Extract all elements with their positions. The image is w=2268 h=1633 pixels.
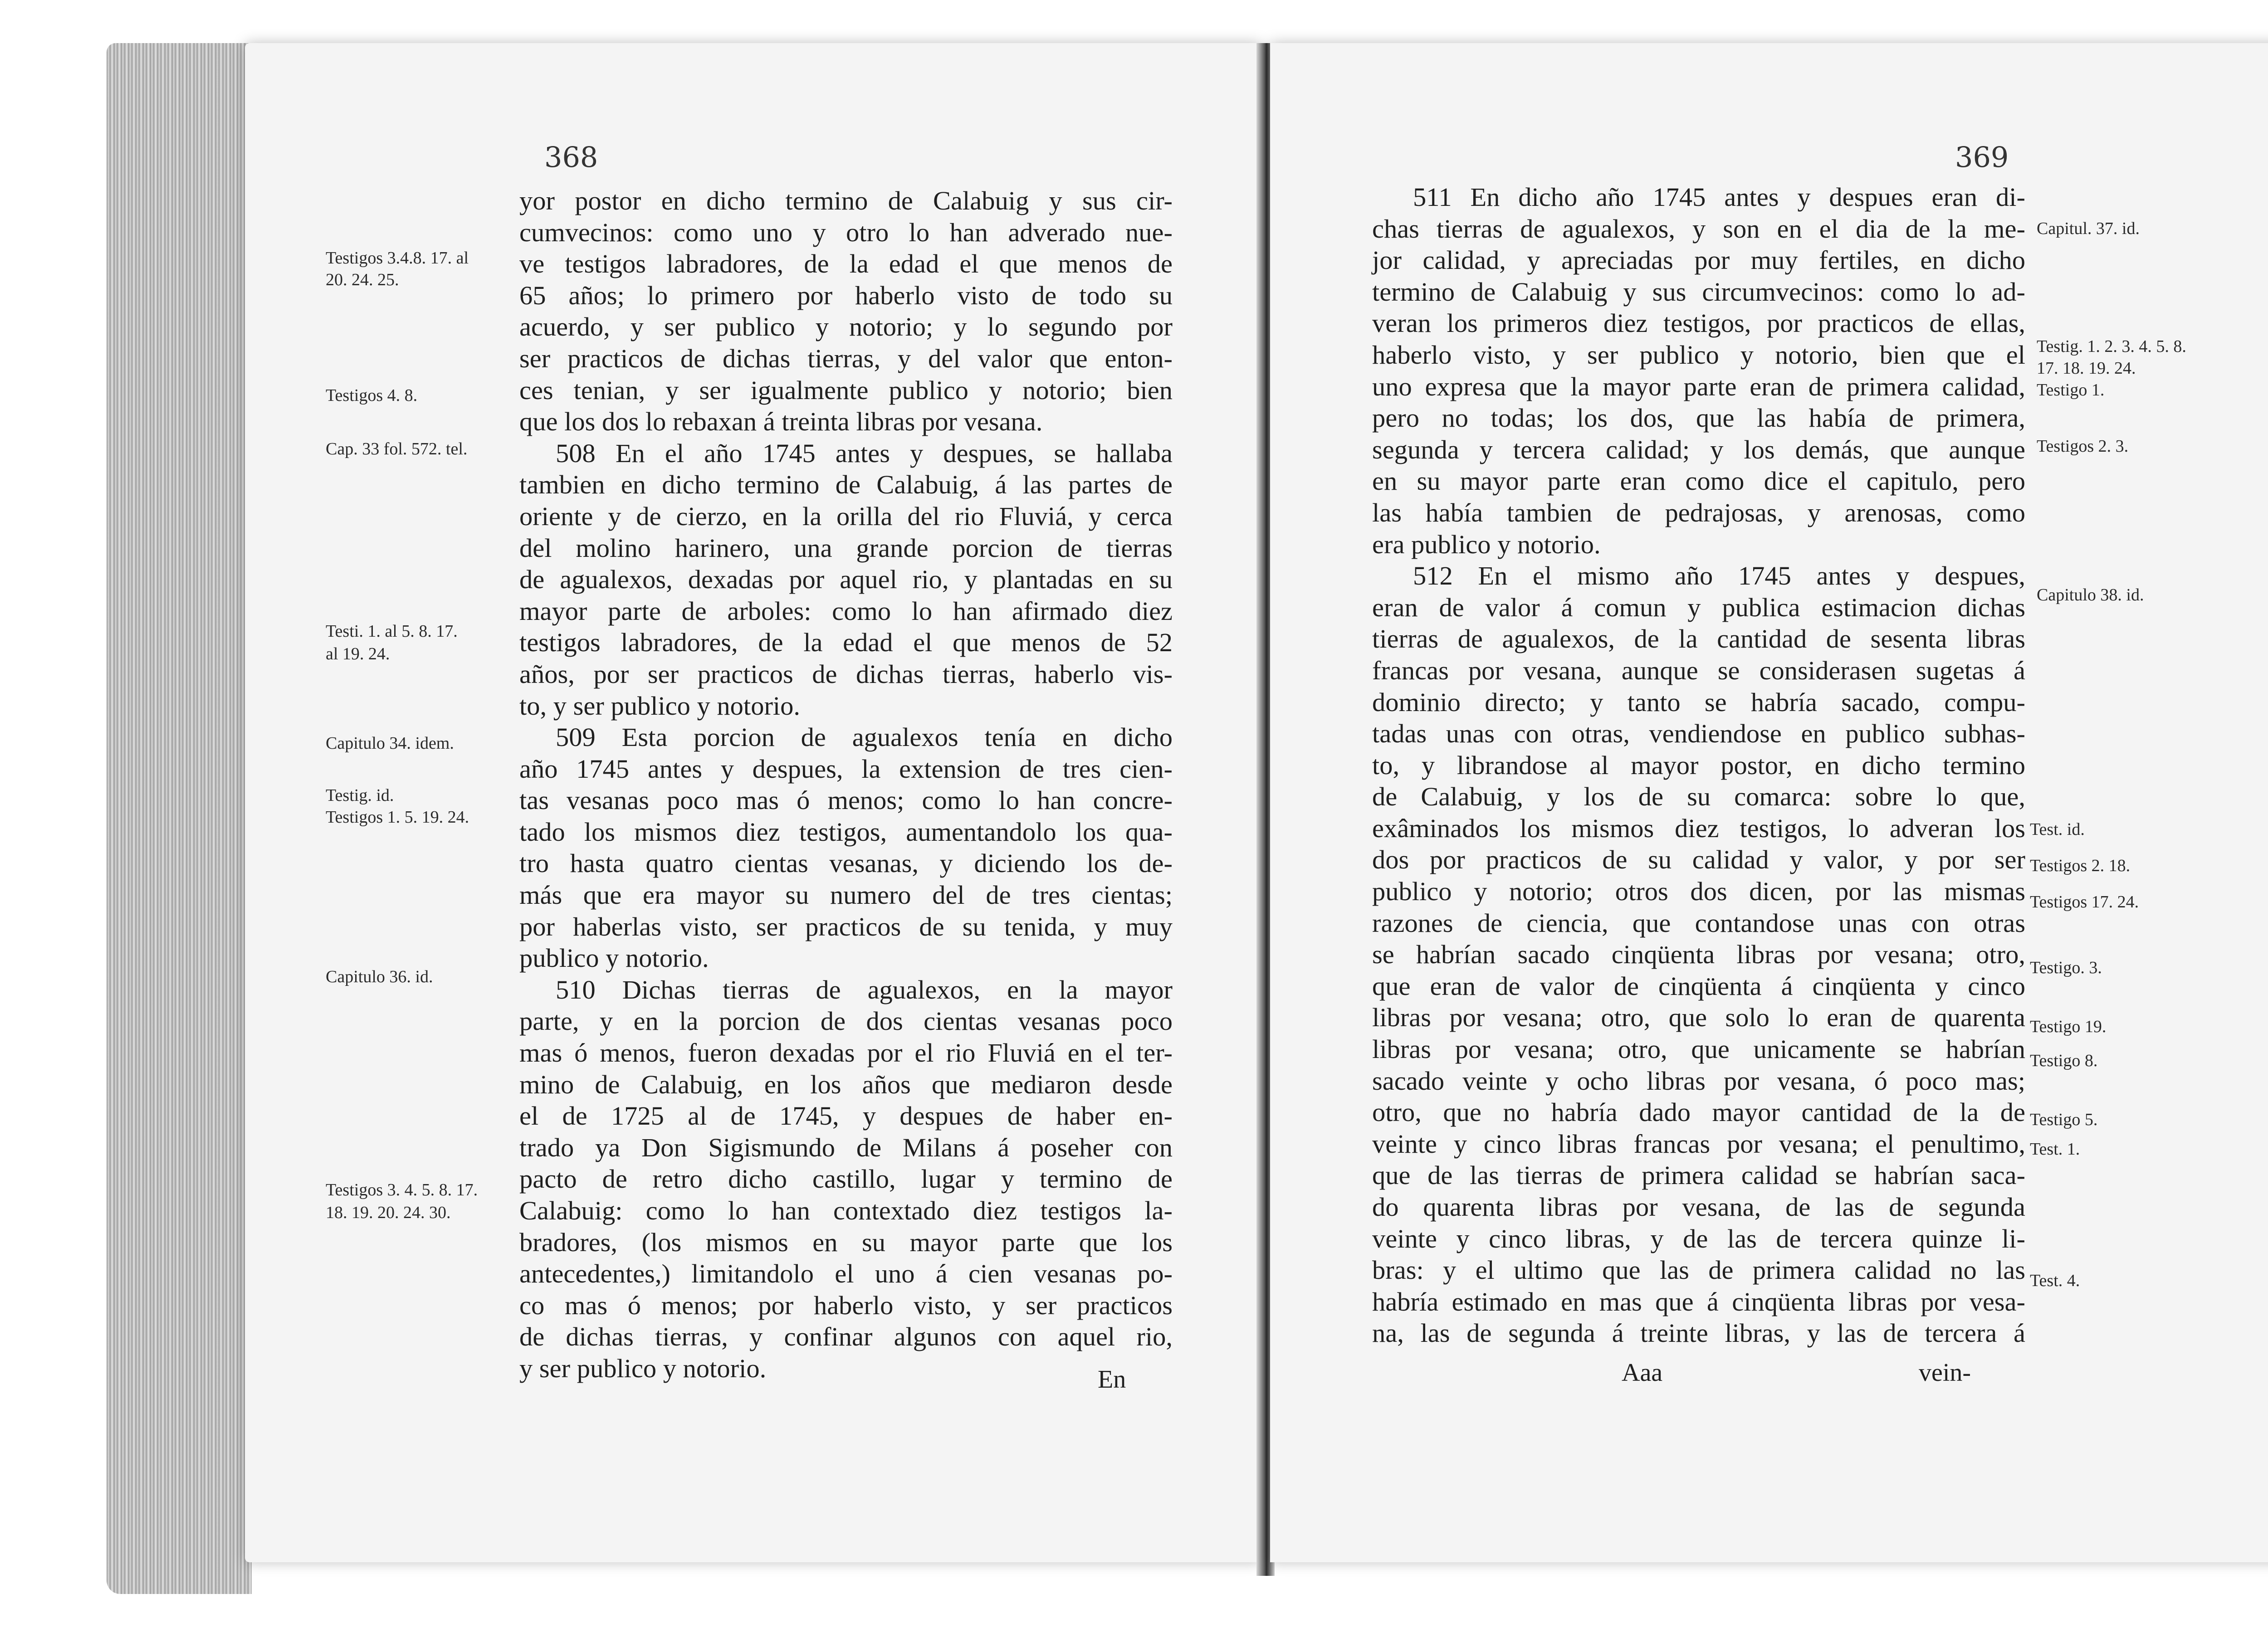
left-line-24: por haberlas visto, ser practicos de su tenida, y muy [519,912,1173,941]
left-margin-note-8: Testig. id. [326,786,394,805]
right-margin-note-5: Testigos 2. 3. [2037,437,2129,456]
right-margin-note-2: Testig. 1. 2. 3. 4. 5. 8. [2037,337,2186,356]
left-line-19: año 1745 antes y despues, la extension de tres cien- [519,754,1173,784]
left-line-5: acuerdo, y ser publico y notorio; y lo segundo por [519,312,1173,342]
right-line-24: razones de ciencia, que contandose unas con otras [1372,908,2025,938]
left-margin-note-9: Testigos 1. 5. 19. 24. [326,808,469,827]
right-line-28: libras por vesana; otro, que unicamente se habrían [1372,1034,2025,1064]
signature-mark: Aaa [1622,1359,1663,1387]
left-margin-note-6: al 19. 24. [326,644,390,663]
right-margin-note-3: 17. 18. 19. 24. [2037,359,2136,378]
left-margin-note-2: 20. 24. 25. [326,270,399,289]
right-line-2: chas tierras de agualexos, y son en el dia de la me- [1372,214,2025,244]
right-line-37: na, las de segunda á treinte libras, y las de tercera á [1372,1318,2025,1348]
right-line-17: dominio directo; y tanto se habría sacado, compu- [1372,687,2025,717]
left-margin-note-1: Testigos 3.4.8. 17. al [326,249,469,268]
left-line-26: 510 Dichas tierras de agualexos, en la mayor [556,975,1173,1004]
left-line-30: el de 1725 al de 1745, y despues de haber en- [519,1101,1173,1131]
left-line-38: y ser publico y notorio. [519,1353,767,1383]
left-line-7: ces tenian, y ser igualmente publico y notorio; bien [519,375,1173,405]
left-line-16: años, por ser practicos de dichas tierras, haberlo vis- [519,659,1173,689]
right-margin-note-12: Testigo 8. [2030,1051,2098,1070]
right-line-1: 511 En dicho año 1745 antes y despues eran di- [1413,182,2025,212]
right-margin-note-10: Testigo. 3. [2030,958,2102,977]
left-line-6: ser practicos de dichas tierras, y del valor que enton- [519,343,1173,373]
left-line-32: pacto de retro dicho castillo, lugar y termino de [519,1164,1173,1194]
right-line-31: veinte y cinco libras francas por vesana; el penultimo, [1372,1129,2025,1159]
left-line-36: co mas ó menos; por haberlo visto, y ser practicos [519,1290,1173,1320]
left-line-18: 509 Esta porcion de agualexos tenía en dicho [556,722,1173,752]
left-line-10: tambien en dicho termino de Calabuig, á las partes de [519,470,1173,500]
left-line-23: más que era mayor su numero del de tres cientas; [519,880,1173,910]
left-line-27: parte, y en la porcion de dos cientas vesanas poco [519,1006,1173,1036]
right-line-15: tierras de agualexos, de la cantidad de sesenta libras [1372,624,2025,654]
right-line-33: do quarenta libras por vesana, de las de segunda [1372,1192,2025,1222]
left-catchword: En [1098,1365,1126,1394]
right-margin-note-8: Testigos 2. 18. [2030,856,2131,875]
left-line-37: de dichas tierras, y confinar algunos con aquel rio, [519,1322,1173,1352]
right-line-19: to, y librandose al mayor postor, en dicho termino [1372,750,2025,780]
right-line-30: otro, que no habría dado mayor cantidad de la de [1372,1097,2025,1127]
left-margin-note-10: Capitulo 36. id. [326,967,433,986]
right-page-body [1372,181,2025,1349]
left-line-12: del molino harinero, una grande porcion de tierras [519,533,1173,563]
left-line-34: bradores, (los mismos en su mayor parte que los [519,1227,1173,1257]
right-line-7: uno expresa que la mayor parte eran de primera calidad, [1372,371,2025,401]
right-line-16: francas por vesana, aunque se considerasen sugetas á [1372,655,2025,685]
left-line-14: mayor parte de arboles: como lo han afirmado diez [519,596,1173,626]
right-line-36: habría estimado en mas que á cinqüenta libras por vesa- [1372,1287,2025,1316]
left-line-3: ve testigos labradores, de la edad el que menos de [519,249,1173,279]
left-line-11: oriente y de cierzo, en la orilla del rio Fluviá, y cerca [519,501,1173,531]
left-line-2: cumvecinos: como uno y otro lo han adverado nue- [519,217,1173,247]
left-margin-note-7: Capitulo 34. idem. [326,734,454,753]
right-line-12: era publico y notorio. [1372,529,1601,559]
right-line-9: segunda y tercera calidad; y los demás, que aunque [1372,434,2025,464]
right-line-6: haberlo visto, y ser publico y notorio, bien que el [1372,340,2025,370]
right-margin-note-14: Test. 1. [2030,1140,2080,1159]
right-line-22: dos por practicos de su calidad y valor, y por ser [1372,845,2025,875]
right-margin-note-4: Testigo 1. [2037,380,2105,400]
left-margin-note-5: Testi. 1. al 5. 8. 17. [326,622,458,641]
right-line-10: en su mayor parte eran como dice el capitulo, pero [1372,466,2025,496]
right-line-26: que eran de valor de cinqüenta á cinqüenta y cinco [1372,971,2025,1001]
right-line-25: se habrían sacado cinqüenta libras por vesana; otro, [1372,940,2025,970]
right-line-20: de Calabuig, y los de su comarca: sobre lo que, [1372,782,2025,812]
left-line-33: Calabuig: como lo han contextado diez testigos la- [519,1196,1173,1225]
right-catchword: vein- [1919,1359,1971,1387]
right-line-13: 512 En el mismo año 1745 antes y despues, [1413,561,2025,591]
right-line-5: veran los primeros diez testigos, por practicos de ellas, [1372,308,2025,338]
right-margin-note-1: Capitul. 37. id. [2037,219,2140,238]
left-line-31: trado ya Don Sigismundo de Milans á poseher con [519,1132,1173,1162]
left-line-35: antecedentes,) limitandolo el uno á cien vesanas po- [519,1259,1173,1289]
right-page-number: 369 [1955,141,2009,174]
right-margin-note-6: Capitulo 38. id. [2037,585,2144,604]
right-line-32: que de las tierras de primera calidad se habrían saca- [1372,1160,2025,1190]
left-margin-note-12: 18. 19. 20. 24. 30. [326,1203,451,1222]
right-line-23: publico y notorio; otros dos dicen, por las mismas [1372,877,2025,907]
left-margin-note-4: Cap. 33 fol. 572. tel. [326,439,468,458]
left-line-29: mino de Calabuig, en los años que mediaron desde [519,1069,1173,1099]
right-line-11: las había tambien de pedrajosas, y arenosas, como [1372,497,2025,527]
right-margin-note-13: Testigo 5. [2030,1110,2098,1129]
left-line-22: tro hasta quatro cientas vesanas, y diciendo los de- [519,848,1173,878]
left-line-25: publico y notorio. [519,943,709,973]
left-margin-note-3: Testigos 4. 8. [326,386,418,405]
left-page-body [519,185,1173,1384]
right-line-35: bras: y el ultimo que las de primera calidad no las [1372,1255,2025,1285]
left-line-15: testigos labradores, de la edad el que menos de 52 [519,628,1173,658]
right-margin-note-7: Test. id. [2030,820,2085,839]
right-line-21: exâminados los mismos diez testigos, lo adveran los [1372,813,2025,843]
right-line-14: eran de valor á comun y publica estimacion dichas [1372,592,2025,622]
left-line-17: to, y ser publico y notorio. [519,691,801,721]
book-page-edges [107,43,252,1594]
right-line-3: jor calidad, y apreciadas por muy fertiles, en dicho [1372,245,2025,275]
left-line-4: 65 años; lo primero por haberlo visto de todo su [519,280,1173,310]
left-line-28: mas ó menos, fueron dexadas por el rio Fluviá en el ter- [519,1038,1173,1068]
left-line-13: de agualexos, dexadas por aquel rio, y plantadas en su [519,565,1173,595]
left-line-1: yor postor en dicho termino de Calabuig y sus cir- [519,186,1173,215]
right-margin-note-11: Testigo 19. [2030,1017,2107,1036]
right-margin-note-15: Test. 4. [2030,1271,2080,1290]
right-line-29: sacado veinte y ocho libras por vesana, ó poco mas; [1372,1066,2025,1096]
right-line-8: pero no todas; los dos, que las había de primera, [1372,403,2025,433]
right-line-4: termino de Calabuig y sus circumvecinos: como lo ad- [1372,277,2025,307]
right-line-34: veinte y cinco libras, y de las de tercera quinze li- [1372,1224,2025,1253]
left-margin-note-11: Testigos 3. 4. 5. 8. 17. [326,1180,478,1199]
right-line-27: libras por vesana; otro, que solo lo eran de quarenta [1372,1003,2025,1033]
right-margin-note-9: Testigos 17. 24. [2030,892,2139,912]
left-line-9: 508 En el año 1745 antes y despues, se hallaba [556,438,1173,468]
left-page-number: 368 [544,141,598,174]
left-line-8: que los dos lo rebaxan á treinta libras por vesana. [519,407,1043,437]
left-line-20: tas vesanas poco mas ó menos; como lo han concre- [519,785,1173,815]
left-line-21: tado los mismos diez testigos, aumentandolo los qua- [519,817,1173,847]
right-line-18: tadas unas con otras, vendiendose en publico subhas- [1372,719,2025,749]
